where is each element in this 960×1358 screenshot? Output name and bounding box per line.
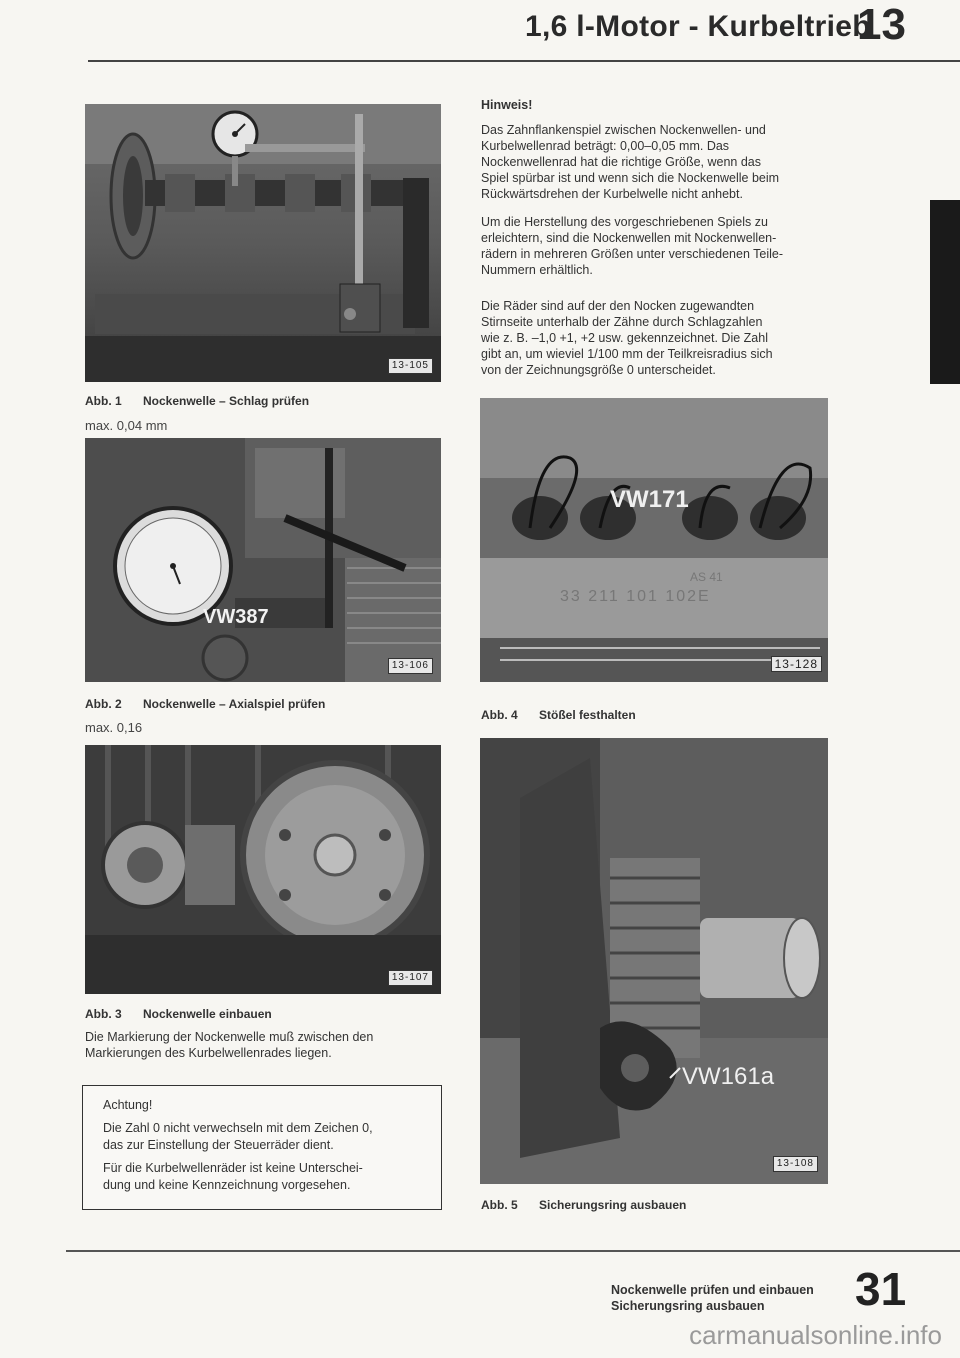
figure-2-photo (85, 438, 441, 682)
page-header-title: 1,6 l-Motor - Kurbeltrieb (525, 10, 871, 43)
figure-4-caption-text: Stößel festhalten (539, 708, 636, 722)
achtung-line: Für die Kurbelwellenräder ist keine Unterschei- (103, 1161, 363, 1175)
figure-1-caption-text: Nockenwelle – Schlag prüfen (143, 394, 310, 408)
achtung-line: Die Zahl 0 nicht verwechseln mit dem Zeichen 0, (103, 1121, 373, 1135)
figure-2-caption-number: Abb. 2 (85, 697, 122, 711)
watermark-text: carmanualsonline.info (689, 1320, 942, 1350)
figure-4-casting-code: AS 41 (690, 570, 723, 584)
achtung-line: das zur Einstellung der Steuerräder dient. (103, 1138, 334, 1152)
hinweis-line: Das Zahnflankenspiel zwischen Nockenwellen- und (481, 123, 766, 137)
hinweis-line: Rückwärtsdrehen der Kurbelwelle nicht anhebt. (481, 187, 743, 201)
section-number: 13 (857, 0, 906, 49)
hinweis-line: wie z. B. –1,0 +1, +2 usw. gekennzeichnet. Die Zahl (481, 331, 768, 345)
hinweis-paragraph-2 (481, 214, 783, 278)
figure-4-caption-number: Abb. 4 (481, 708, 518, 722)
figure-4-ref-number: 13-128 (771, 656, 822, 672)
hinweis-paragraph-1 (481, 122, 779, 202)
footer-topic-line-2: Sicherungsring ausbauen (611, 1299, 765, 1313)
figure-2-caption (85, 697, 325, 711)
hinweis-line: von der Zeichnungsgröße 0 unterscheidet. (481, 363, 716, 377)
figure-3-caption-number: Abb. 3 (85, 1007, 122, 1021)
hinweis-line: Kurbelwellenrad beträgt: 0,00–0,05 mm. Das (481, 139, 730, 153)
hinweis-line: erleichtern, sind die Nockenwellen mit Nockenwellen- (481, 231, 777, 245)
footer-topic-line-1: Nockenwelle prüfen und einbauen (611, 1283, 814, 1297)
achtung-line: dung und keine Kennzeichnung vorgesehen. (103, 1178, 351, 1192)
figure-4-caption (481, 708, 636, 722)
figure-3-instruction (85, 1029, 373, 1061)
figure-3-instruction-line: Die Markierung der Nockenwelle muß zwischen den (85, 1030, 374, 1044)
figure-4-photo (480, 398, 828, 682)
section-tab-marker (930, 200, 960, 384)
figure-5-photo (480, 738, 828, 1184)
figure-3-caption-text: Nockenwelle einbauen (143, 1007, 272, 1021)
figure-1-tolerance-note: max. 0,04 mm (85, 418, 168, 433)
figure-5-ref-number: 13-108 (773, 1156, 818, 1172)
figure-5-caption-number: Abb. 5 (481, 1198, 518, 1212)
figure-4-tool-label: VW171 (610, 486, 689, 513)
header-rule (88, 60, 960, 62)
figure-2-tool-label: VW387 (203, 606, 269, 628)
figure-3-photo (85, 745, 441, 994)
hinweis-line: Stirnseite unterhalb der Zähne durch Schlagzahlen (481, 315, 763, 329)
hinweis-line: Spiel spürbar ist und wenn sich die Nockenwelle beim (481, 171, 780, 185)
figure-1-caption (85, 394, 309, 408)
hinweis-line: Die Räder sind auf der den Nocken zugewandten (481, 299, 755, 313)
footer-rule (66, 1250, 960, 1252)
hinweis-line: Nockenwellenrad hat die richtige Größe, wenn das (481, 155, 762, 169)
figure-4-casting-number: 33 211 101 102E (560, 588, 711, 605)
hinweis-paragraph-3 (481, 298, 773, 378)
figure-1-photo (85, 104, 441, 382)
figure-2-caption-text: Nockenwelle – Axialspiel prüfen (143, 697, 326, 711)
figure-5-tool-label: VW161a (682, 1063, 775, 1090)
hinweis-line: Nummern erhältlich. (481, 263, 593, 277)
figure-2-tolerance-note: max. 0,16 (85, 720, 143, 735)
figure-1-ref-number: 13-105 (388, 358, 433, 374)
hinweis-line: rädern in mehreren Größen unter verschiedenen Teile- (481, 247, 784, 261)
achtung-heading: Achtung! (103, 1098, 153, 1112)
hinweis-line: Um die Herstellung des vorgeschriebenen Spiels zu (481, 215, 768, 229)
figure-1-caption-number: Abb. 1 (85, 394, 122, 408)
figure-3-caption (85, 1007, 272, 1021)
figure-3-ref-number: 13-107 (388, 970, 433, 986)
figure-5-caption (481, 1198, 686, 1212)
figure-5-caption-text: Sicherungsring ausbauen (539, 1198, 687, 1212)
hinweis-heading: Hinweis! (481, 98, 533, 112)
hinweis-line: gibt an, um wieviel 1/100 mm der Teilkreisradius sich (481, 347, 773, 361)
figure-3-instruction-line: Markierungen des Kurbelwellenrades liegen. (85, 1046, 332, 1060)
achtung-warning-box (82, 1085, 442, 1210)
page-number: 31 (855, 1263, 907, 1315)
figure-2-ref-number: 13-106 (388, 658, 433, 674)
